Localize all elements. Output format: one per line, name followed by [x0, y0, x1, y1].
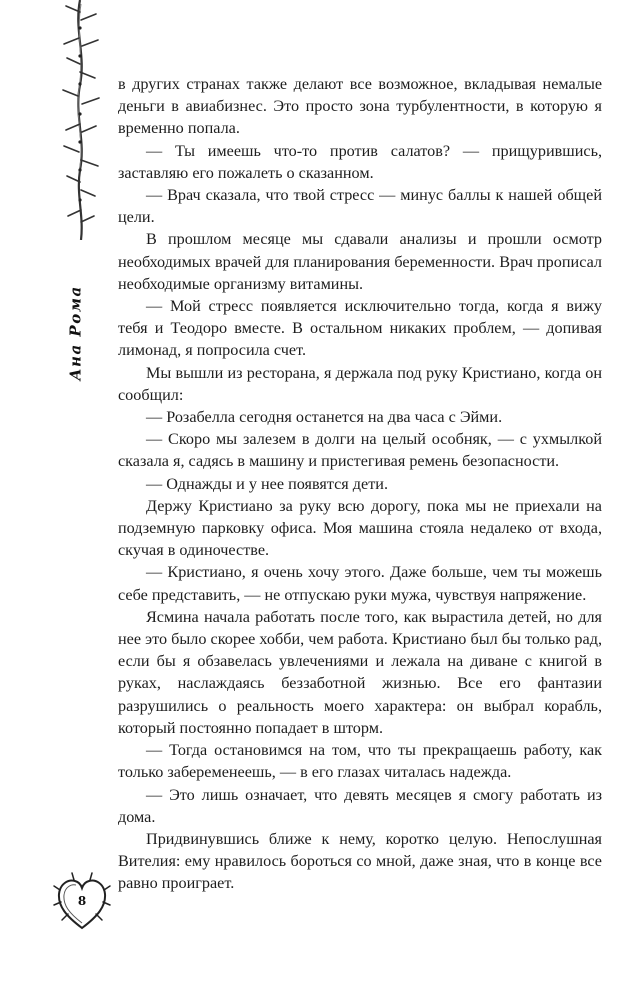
- running-title: [56, 268, 96, 398]
- page-number-badge: [52, 868, 112, 934]
- paragraph: в других странах также делают все возможное, вкладывая немалые деньги в авиабизнес. Это просто зона турбулентности, в которую я временно попала.: [118, 75, 602, 138]
- paragraph: В прошлом месяце мы сдавали анализы и прошли осмотр необходимых врачей для планирования беременности. Врач прописал необходимые организму витамины.: [118, 230, 602, 293]
- paragraph: — Врач сказала, что твой стресс — минус баллы к нашей общей цели.: [118, 186, 602, 227]
- body-text: [118, 73, 602, 895]
- paragraph: — Скоро мы залезем в долги на целый особняк, — с ухмылкой сказала я, садясь в машину и пристегивая ремень безопасности.: [118, 430, 602, 471]
- paragraph: Ясмина начала работать после того, как вырастила детей, но для нее это было скорее хобби, чем работа. Кристиано был бы только рад, если бы я обзавелась увлечениями и лежала на диване с книгой в руках, наслаждаясь беззаботной жизнью. Все его фантазии разрушились о реальность моего характера: он выбрал корабль, который постоянно попадает в шторм.: [118, 607, 602, 737]
- paragraph: — Однажды и у нее появятся дети.: [146, 474, 388, 493]
- paragraph: Мы вышли из ресторана, я держала под руку Кристиано, когда он сообщил:: [118, 363, 602, 404]
- paragraph: — Это лишь означает, что девять месяцев я смогу работать из дома.: [118, 785, 602, 826]
- paragraph: — Ты имеешь что-то против салатов? — прищурившись, заставляю его пожалеть о сказанном.: [118, 141, 602, 182]
- paragraph: — Кристиано, я очень хочу этого. Даже больше, чем ты можешь себе представить, — не отпускаю руки мужа, чувствуя напряжение.: [118, 563, 602, 604]
- page-number: 8: [77, 894, 87, 908]
- paragraph: Придвинувшись ближе к нему, коротко целую. Непослушная Вителия: ему нравилось бороться со мной, даже зная, что в конце все равно проиграет.: [118, 829, 602, 893]
- paragraph: Держу Кристиано за руку всю дорогу, пока мы не приехали на подземную парковку офиса. Моя машина стояла недалеко от входа, скучая в одиночестве.: [118, 496, 602, 560]
- paragraph: — Тогда остановимся на том, что ты прекращаешь работу, как только забеременеешь, — в его глазах читалась надежда.: [118, 741, 602, 782]
- paragraph: — Мой стресс появляется исключительно тогда, когда я вижу тебя и Теодоро вместе. В остальном никаких проблем, — допивая лимонад, я попросила счет.: [118, 297, 602, 360]
- author-name: Ана Рома: [67, 285, 86, 381]
- thorn-vine-ornament: [58, 0, 104, 240]
- paragraph: — Розабелла сегодня останется на два часа с Эйми.: [146, 408, 503, 427]
